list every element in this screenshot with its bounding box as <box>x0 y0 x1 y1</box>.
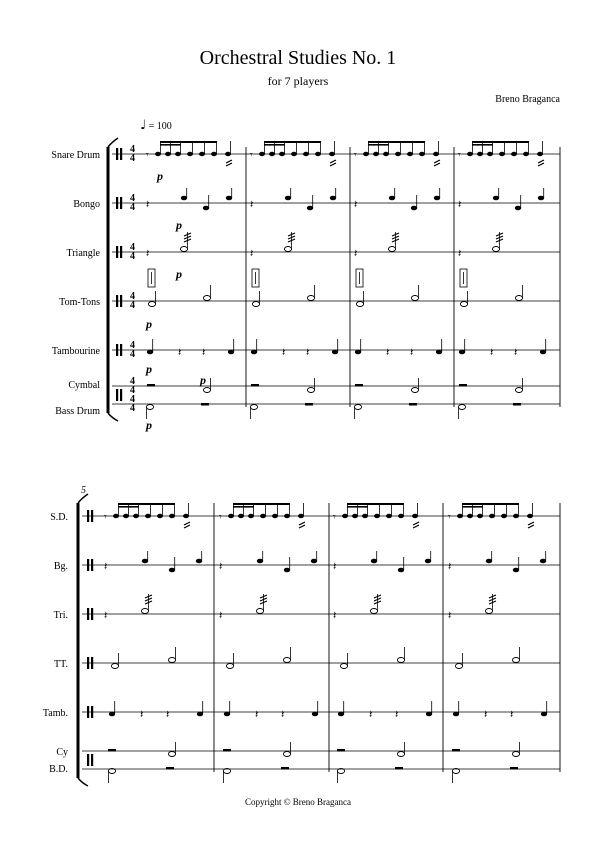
quarter-note-icon: ♩ <box>140 118 147 133</box>
rest-icon: 𝄽 <box>140 709 144 721</box>
svg-text:4: 4 <box>130 394 135 405</box>
measure-content-7 <box>333 503 432 783</box>
measure-content-8 <box>448 503 547 783</box>
staff-lines <box>82 516 560 769</box>
rest-icon: 𝄽 <box>104 561 108 573</box>
instrument-label-tambourine: Tamb. <box>42 708 68 719</box>
rest-icon: 𝄽 <box>166 709 170 721</box>
instrument-label-tom-tons: Tom-Tons <box>59 297 100 308</box>
clefs-and-time-signatures <box>116 144 135 414</box>
copyright-notice: Copyright © Breno Braganca <box>244 797 352 807</box>
instrument-label-triangle: Triangle <box>66 248 100 259</box>
measure-number: 5 <box>81 485 86 496</box>
measure-content-2 <box>250 141 338 419</box>
instrument-label-cymbal: Cymbal <box>68 380 100 391</box>
svg-text:4: 4 <box>130 251 135 262</box>
svg-text:4: 4 <box>130 291 135 302</box>
dynamic-p: p <box>176 218 182 232</box>
measure-content <box>104 503 203 783</box>
rest-icon: 𝄽 <box>202 347 206 359</box>
tempo-value: = 100 <box>148 121 172 132</box>
barlines <box>214 503 560 772</box>
rest-icon: 𝄾 <box>146 150 149 161</box>
rest-icon: 𝄾 <box>104 512 107 523</box>
instrument-label-snare-drum: Snare Drum <box>51 150 100 161</box>
dynamic-p: p <box>200 373 206 387</box>
measures-system-2 <box>104 503 547 783</box>
dynamics-system-1 <box>145 169 206 432</box>
svg-text:4: 4 <box>130 340 135 351</box>
instrument-label-bass-drum: B.D. <box>49 764 68 775</box>
svg-text:4: 4 <box>130 300 135 311</box>
svg-text:4: 4 <box>130 193 135 204</box>
rest-icon: 𝄽 <box>104 610 108 622</box>
instrument-label-triangle: Tri. <box>53 610 68 621</box>
percussion-clefs <box>87 510 93 766</box>
system-2 <box>43 485 560 786</box>
measures-system-1 <box>146 141 546 419</box>
instrument-label-bongo: Bg. <box>53 561 68 572</box>
bracket-bottom-curl <box>78 778 88 786</box>
rest-icon: 𝄽 <box>146 199 150 211</box>
svg-text:4: 4 <box>130 202 135 213</box>
bracket-top-curl <box>108 138 118 147</box>
svg-text:4: 4 <box>130 376 135 387</box>
dynamic-p: p <box>176 267 182 281</box>
score-title: Orchestral Studies No. 1 <box>199 47 397 69</box>
composer-name: Breno Braganca <box>495 94 560 105</box>
svg-text:4: 4 <box>130 403 135 414</box>
system-1 <box>51 138 560 432</box>
svg-text:4: 4 <box>130 144 135 155</box>
measure-content-4 <box>458 141 546 419</box>
rest-icon: 𝄽 <box>146 248 150 260</box>
instrument-label-snare-drum: S.D. <box>50 512 68 523</box>
svg-text:4: 4 <box>130 385 135 396</box>
svg-text:4: 4 <box>130 153 135 164</box>
instrument-label-tom-tons: TT. <box>54 659 68 670</box>
measure-content-6 <box>219 503 318 783</box>
instrument-label-cymbal: Cy <box>56 747 68 758</box>
instrument-label-tambourine: Tambourine <box>51 346 100 357</box>
svg-text:4: 4 <box>130 349 135 360</box>
instrument-label-bongo: Bongo <box>73 199 100 210</box>
dynamic-p: p <box>146 418 152 432</box>
score-subtitle: for 7 players <box>267 74 329 88</box>
bracket-bottom-curl <box>108 413 118 421</box>
dynamic-p: p <box>146 317 152 331</box>
rest-icon: 𝄽 <box>178 347 182 359</box>
barlines <box>246 147 560 407</box>
svg-text:4: 4 <box>130 242 135 253</box>
instrument-label-bass-drum: Bass Drum <box>55 406 100 417</box>
dynamic-p: p <box>146 362 152 376</box>
measure-content-3 <box>354 141 442 419</box>
dynamic-p: p <box>157 169 163 183</box>
